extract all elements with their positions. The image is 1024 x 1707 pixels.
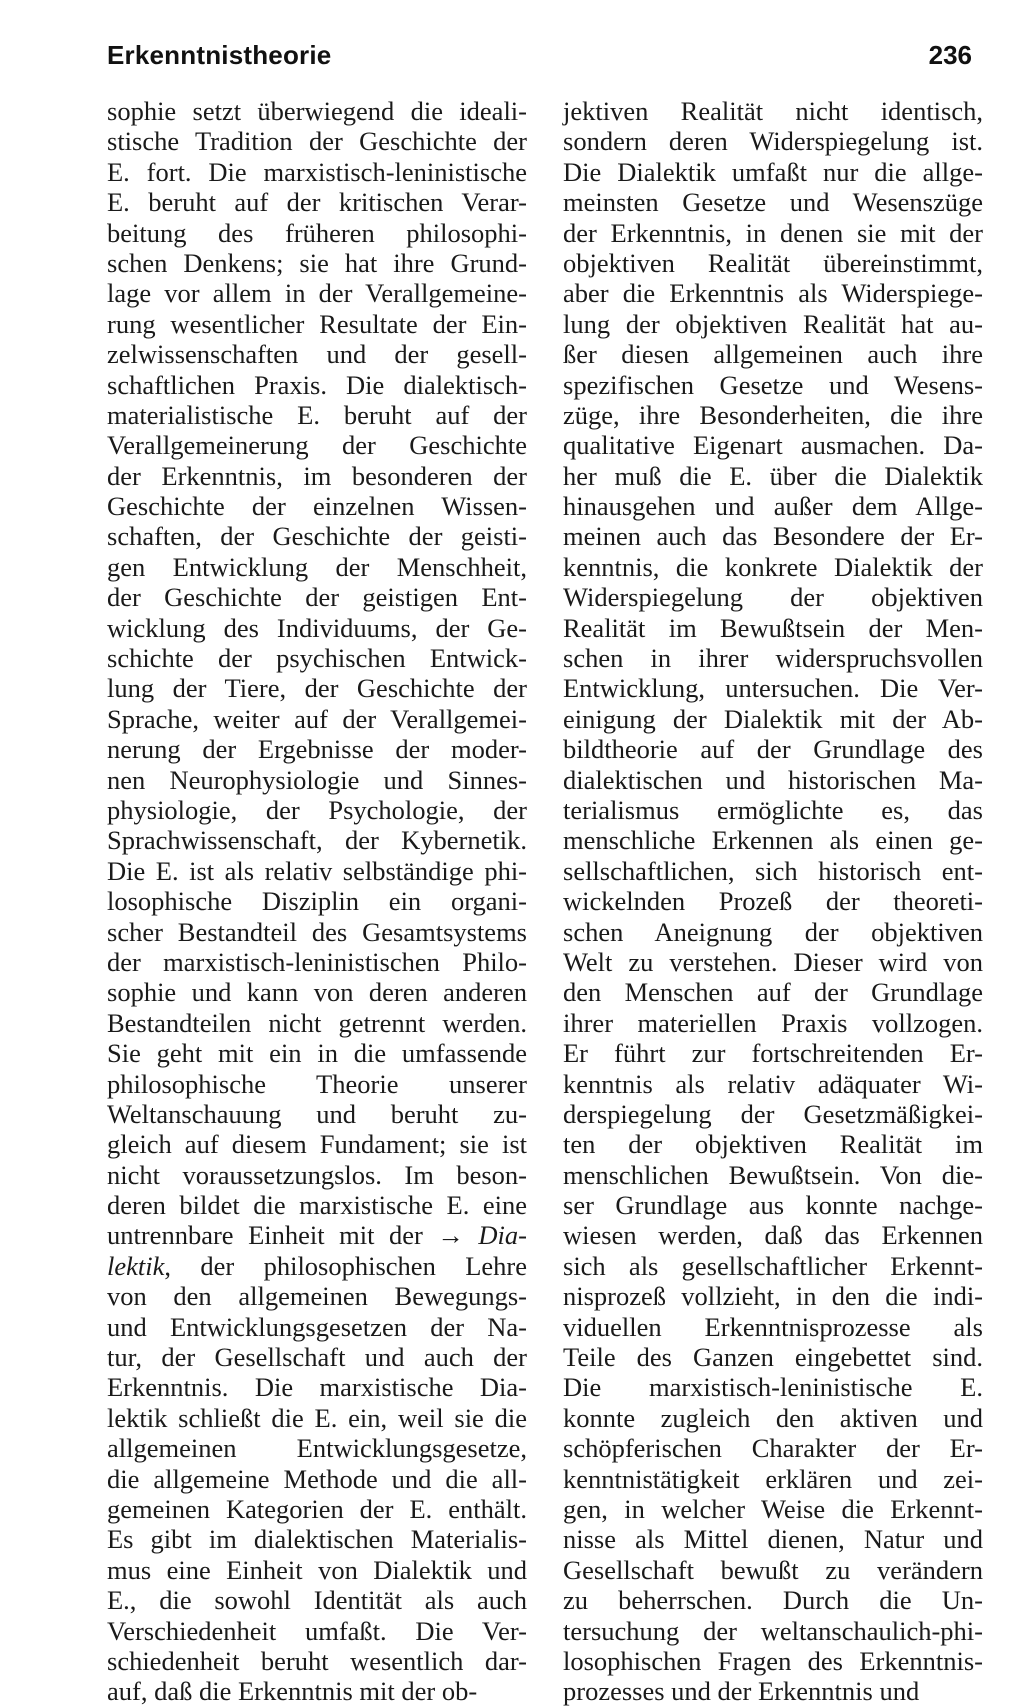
text-line: schaftlichen Praxis. Die dialektisch- [107,369,527,400]
text-line: Die marxistisch-leninistische E. [563,1372,983,1403]
text-line: einigung der Dialektik mit der Ab- [563,703,983,734]
text-line: sich als gesellschaftlicher Erkennt- [563,1250,983,1281]
text-line: lage vor allem in der Verallgemeine- [107,278,527,309]
text-line: materialistische E. beruht auf der [107,399,527,430]
text-line: E., die sowohl Identität als auch [107,1585,527,1616]
text-line: Realität im Bewußtsein der Men- [563,612,983,643]
left-column [107,96,527,1707]
text-line: rung wesentlicher Resultate der Ein- [107,308,527,339]
text-line: nerung der Ergebnisse der moder- [107,734,527,765]
text-line: nisprozeß vollzieht, in den die indi- [563,1281,983,1312]
text-line: konnte zugleich den aktiven und [563,1402,983,1433]
text-line: zu beherrschen. Durch die Un- [563,1585,983,1616]
text-line: Gesellschaft bewußt zu verändern [563,1554,983,1585]
text-line: menschliche Erkennen als einen ge- [563,825,983,856]
text-line: wiesen werden, daß das Erkennen [563,1220,983,1251]
text-line: sondern deren Widerspiegelung ist. [563,126,983,157]
text-line: den Menschen auf der Grundlage [563,977,983,1008]
text-line: qualitative Eigenart ausmachen. Da- [563,430,983,461]
text-line: menschlichen Bewußtsein. Von die- [563,1159,983,1190]
text-line: aber die Erkenntnis als Widerspiege- [563,278,983,309]
text-line: ihrer materiellen Praxis vollzogen. [563,1007,983,1038]
text-line: sophie und kann von deren anderen [107,977,527,1008]
text-line: E. fort. Die marxistisch-leninistische [107,156,527,187]
text-line: nicht voraussetzungslos. Im beson- [107,1159,527,1190]
text-line: tersuchung der weltanschaulich-phi- [563,1615,983,1646]
text-line: dialektischen und historischen Ma- [563,764,983,795]
cross-reference-link[interactable]: Dia- [478,1220,527,1251]
text-line: Entwicklung, untersuchen. Die Ver- [563,673,983,704]
text-line: der Erkenntnis, in denen sie mit der [563,217,983,248]
text-line: scher Bestandteil des Gesamtsystems [107,916,527,947]
text-line: schaften, der Geschichte der geisti- [107,521,527,552]
text-line: lung der Tiere, der Geschichte der [107,673,527,704]
text-line: terialismus ermöglichte es, das [563,794,983,825]
text-line: Er führt zur fortschreitenden Er- [563,1038,983,1069]
text-line: beitung des früheren philosophi- [107,217,527,248]
text-line: die allgemeine Methode und die all- [107,1463,527,1494]
text-line: Weltanschauung und beruht zu- [107,1098,527,1129]
text-line: tur, der Gesellschaft und auch der [107,1342,527,1373]
text-line: kenntnis, die konkrete Dialektik der [563,551,983,582]
text-line: schiedenheit beruht wesentlich dar- [107,1645,527,1676]
text-line: Bestandteilen nicht getrennt werden. [107,1007,527,1038]
text-line: physiologie, der Psychologie, der [107,794,527,825]
text-line: jektiven Realität nicht identisch, [563,96,983,126]
text-line: losophische Disziplin ein organi- [107,886,527,917]
text-line: wicklung des Individuums, der Ge- [107,612,527,643]
text-line: Widerspiegelung der objektiven [563,582,983,613]
cross-reference-arrow-icon: → [437,1220,464,1251]
text-line: ten der objektiven Realität im [563,1129,983,1160]
text-line: gleich auf diesem Fundament; sie ist [107,1129,527,1160]
text-line: schen Aneignung der objektiven [563,916,983,947]
text-line: auf, daß die Erkenntnis mit der ob- [107,1676,478,1707]
text-line: bildtheorie auf der Grundlage des [563,734,983,765]
text-line: sellschaftlichen, sich historisch ent- [563,855,983,886]
text-line: schen Denkens; sie hat ihre Grund- [107,247,527,278]
text-line: her muß die E. über die Dialektik [563,460,983,491]
text-line: meinen auch das Besondere der Er- [563,521,983,552]
text-line: nen Neurophysiologie und Sinnes- [107,764,527,795]
text-line: lektik schließt die E. ein, weil sie die [107,1402,527,1433]
text-line: ßer diesen allgemeinen auch ihre [563,339,983,370]
text-line: prozesses und der Erkenntnis und [563,1676,920,1707]
text-line: Welt zu verstehen. Dieser wird von [563,946,983,977]
text-line: kenntnis als relativ adäquater Wi- [563,1068,983,1099]
text-line: Geschichte der einzelnen Wissen- [107,491,527,522]
text-line: schen in ihrer widerspruchsvollen [563,643,983,674]
text-line: losophischen Fragen des Erkenntnis- [563,1645,983,1676]
text-line [107,1220,527,1250]
text-line [107,1251,527,1281]
text-line: E. beruht auf der kritischen Verar- [107,187,527,218]
text-line: sophie setzt überwiegend die ideali- [107,96,527,126]
text-line: Verschiedenheit umfaßt. Die Ver- [107,1615,527,1646]
text-line: hinausgehen und außer dem Allge- [563,491,983,522]
text-line: der marxistisch-leninistischen Philo- [107,946,527,977]
line-text: untrennbare Einheit mit der [107,1220,423,1251]
text-line: Teile des Ganzen eingebettet sind. [563,1342,983,1373]
text-line: meinsten Gesetze und Wesenszüge [563,187,983,218]
text-line: ser Grundlage aus konnte nachge- [563,1190,983,1221]
page-number: 236 [928,40,972,70]
text-line: objektiven Realität übereinstimmt, [563,247,983,278]
text-line: schichte der psychischen Entwick- [107,643,527,674]
text-line: allgemeinen Entwicklungsgesetze, [107,1433,527,1464]
line-text: , der philosophischen Lehre [164,1250,527,1281]
text-line: nisse als Mittel dienen, Natur und [563,1524,983,1555]
text-line: gen, in welcher Weise die Erkennt- [563,1493,983,1524]
running-head: Erkenntnistheorie [107,40,332,70]
text-line: kenntnistätigkeit erklären und zei- [563,1463,983,1494]
text-line: deren bildet die marxistische E. eine [107,1190,527,1221]
text-line: der Geschichte der geistigen Ent- [107,582,527,613]
right-column [563,96,983,1707]
text-line: der Erkenntnis, im besonderen der [107,460,527,491]
text-line: Erkenntnis. Die marxistische Dia- [107,1372,527,1403]
text-line: gemeinen Kategorien der E. enthält. [107,1493,527,1524]
text-line: Die Dialektik umfaßt nur die allge- [563,156,983,187]
text-line: züge, ihre Besonderheiten, die ihre [563,399,983,430]
text-line: spezifischen Gesetze und Wesens- [563,369,983,400]
text-line: lung der objektiven Realität hat au- [563,308,983,339]
text-line: Sprachwissenschaft, der Kybernetik. [107,825,527,856]
text-line: Es gibt im dialektischen Materialis- [107,1524,527,1555]
text-line: Die E. ist als relativ selbständige phi- [107,855,527,886]
text-line: wickelnden Prozeß der theoreti- [563,886,983,917]
text-line: zelwissenschaften und der gesell- [107,339,527,370]
text-line: und Entwicklungsgesetzen der Na- [107,1311,527,1342]
text-line: Verallgemeinerung der Geschichte [107,430,527,461]
cross-reference-link[interactable]: lektik [107,1250,165,1281]
text-line: philosophische Theorie unserer [107,1068,527,1099]
text-line: gen Entwicklung der Menschheit, [107,551,527,582]
text-line: viduellen Erkenntnisprozesse als [563,1311,983,1342]
text-line: mus eine Einheit von Dialektik und [107,1554,527,1585]
text-line: Sprache, weiter auf der Verallgemei- [107,703,527,734]
text-line: derspiegelung der Gesetzmäßigkei- [563,1098,983,1129]
text-line: Sie geht mit ein in die umfassende [107,1038,527,1069]
text-line: schöpferischen Charakter der Er- [563,1433,983,1464]
text-line: von den allgemeinen Bewegungs- [107,1281,527,1312]
text-line: stische Tradition der Geschichte der [107,126,527,157]
